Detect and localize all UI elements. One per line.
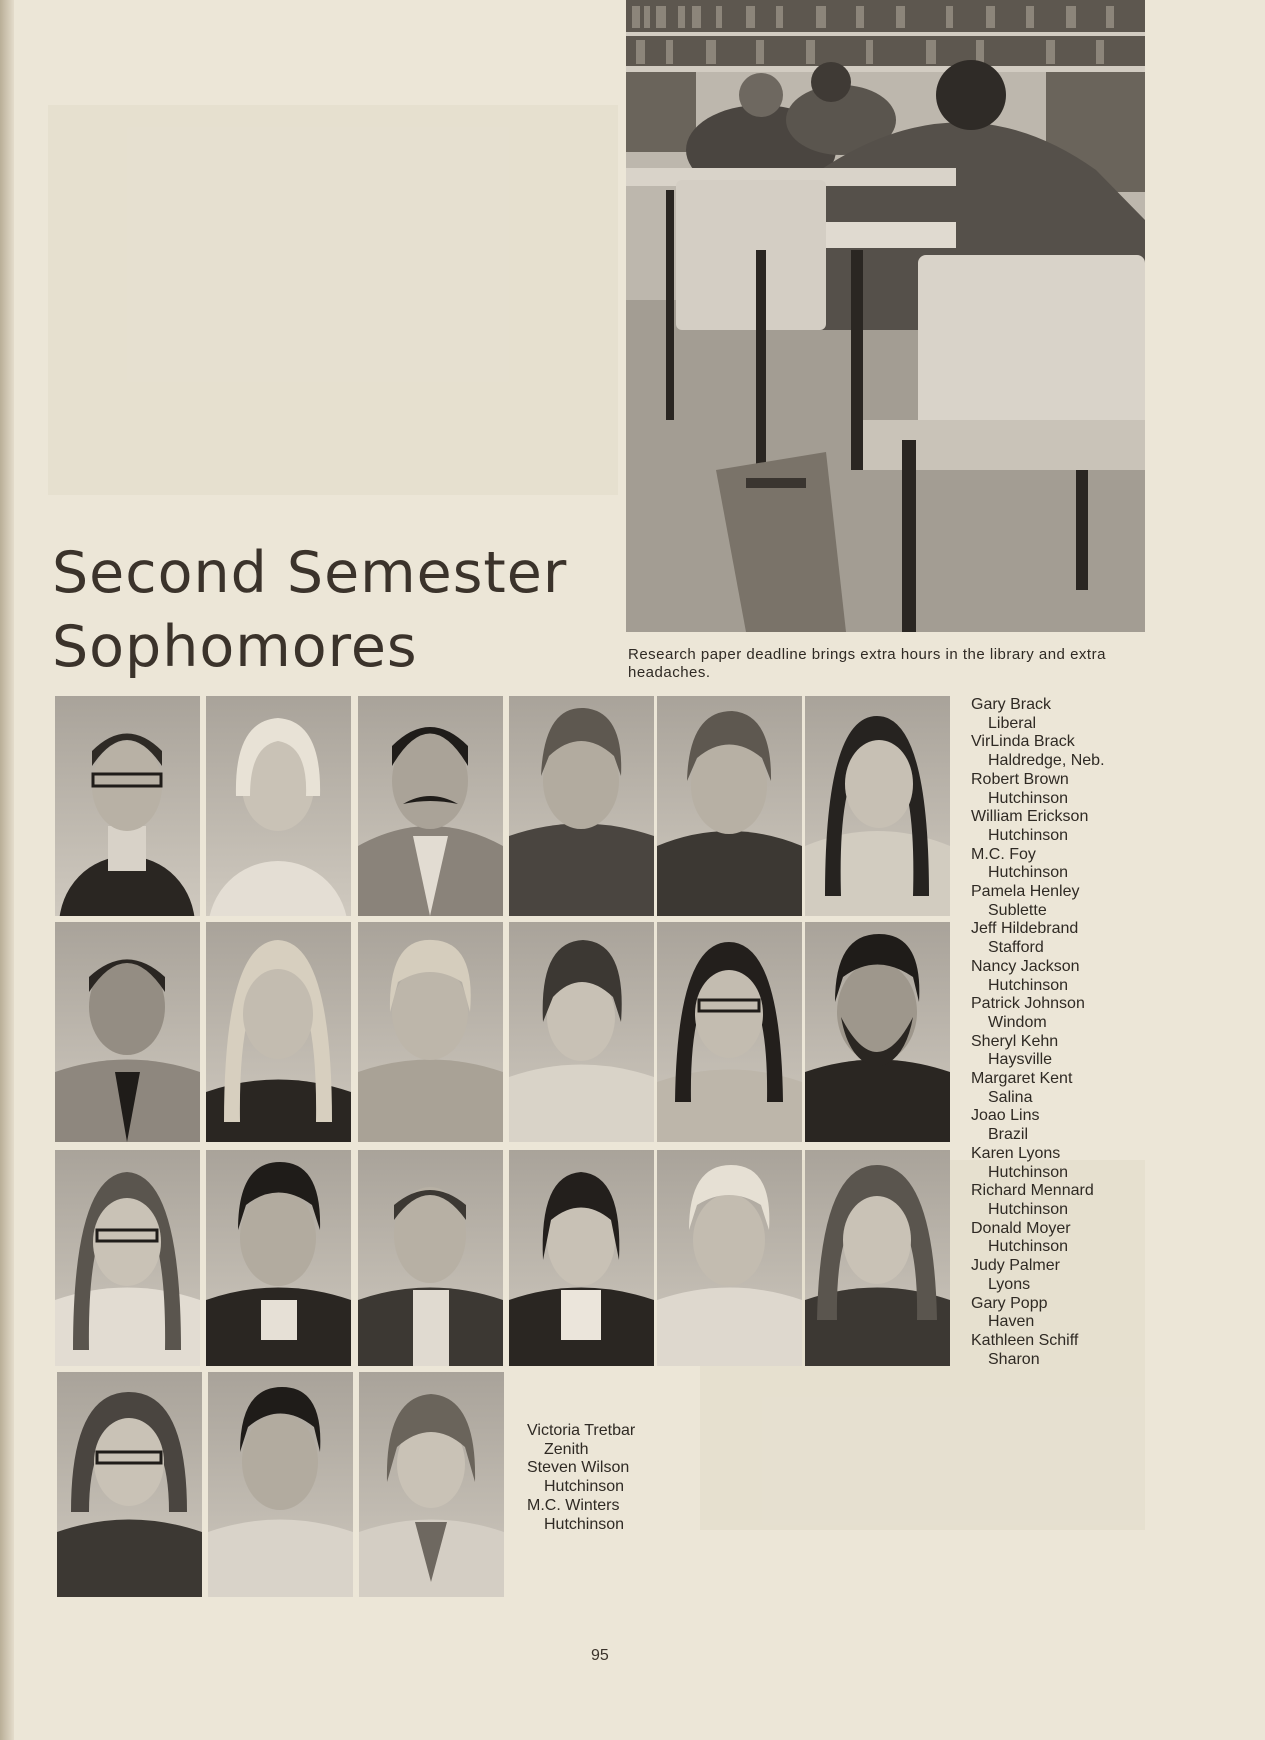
student-name: Nancy Jackson: [971, 957, 1080, 975]
student-portrait: [509, 696, 654, 916]
name-list: [971, 696, 1181, 1369]
student-portrait: [206, 696, 351, 916]
student-hometown: Haysville: [988, 1051, 1053, 1069]
student-hometown: Haven: [988, 1313, 1035, 1331]
student-portrait: [206, 922, 351, 1142]
student-name: Steven Wilson: [527, 1459, 630, 1477]
student-name: M.C. Winters: [527, 1496, 620, 1514]
student-name: Donald Moyer: [971, 1219, 1071, 1237]
student-name: Victoria Tretbar: [527, 1422, 636, 1439]
student-portrait: [208, 1372, 353, 1597]
student-hometown: Hutchinson: [544, 1515, 625, 1533]
student-name: Robert Brown: [971, 770, 1069, 788]
title-line-2: Sophomores: [52, 614, 418, 681]
student-portrait: [657, 922, 802, 1142]
student-portrait: [657, 696, 802, 916]
student-hometown: Hutchinson: [988, 864, 1069, 882]
library-photo: [626, 0, 1145, 632]
student-portrait: [358, 1150, 503, 1366]
student-hometown: Hutchinson: [988, 1238, 1069, 1256]
student-hometown: Liberal: [988, 714, 1037, 732]
student-hometown: Windom: [988, 1013, 1047, 1031]
student-portrait: [509, 922, 654, 1142]
page-title: [52, 536, 612, 684]
student-name: Karen Lyons: [971, 1144, 1061, 1162]
student-name: Joao Lins: [971, 1107, 1040, 1125]
student-hometown: Salina: [988, 1088, 1033, 1106]
student-portrait: [55, 1150, 200, 1366]
student-portrait: [805, 922, 950, 1142]
student-name: VirLinda Brack: [971, 733, 1075, 751]
student-name: Patrick Johnson: [971, 995, 1085, 1013]
student-hometown: Hutchinson: [988, 826, 1069, 844]
student-portrait: [55, 696, 200, 916]
student-hometown: Brazil: [988, 1126, 1029, 1144]
student-portrait: [358, 922, 503, 1142]
student-name: M.C. Foy: [971, 845, 1036, 863]
student-name: Jeff Hildebrand: [971, 920, 1079, 938]
student-hometown: Sublette: [988, 901, 1047, 919]
title-line-1: Second Semester: [52, 540, 568, 607]
show-through-block: [48, 105, 618, 495]
student-hometown: Lyons: [988, 1275, 1031, 1293]
student-hometown: Hutchinson: [988, 1200, 1069, 1218]
student-hometown: Hutchinson: [544, 1478, 625, 1496]
student-hometown: Haldredge, Neb.: [988, 752, 1105, 770]
page-number: 95: [591, 1647, 609, 1664]
student-portrait: [206, 1150, 351, 1366]
student-name: Gary Brack: [971, 696, 1052, 713]
photo-caption: Research paper deadline brings extra hours in the library and extra headaches.: [628, 646, 1106, 681]
student-portrait: [359, 1372, 504, 1597]
student-name: Gary Popp: [971, 1294, 1048, 1312]
student-hometown: Hutchinson: [988, 1163, 1069, 1181]
student-name: William Erickson: [971, 808, 1089, 826]
student-portrait: [358, 696, 503, 916]
page-spine-shadow: [0, 0, 14, 1740]
student-portrait: [657, 1150, 802, 1366]
student-portrait: [57, 1372, 202, 1597]
student-portrait: [805, 696, 950, 916]
student-name: Richard Mennard: [971, 1182, 1094, 1200]
student-name: Margaret Kent: [971, 1070, 1073, 1088]
name-list-bottom: [527, 1422, 697, 1534]
student-hometown: Hutchinson: [988, 976, 1069, 994]
student-name: Pamela Henley: [971, 883, 1080, 901]
student-portrait: [509, 1150, 654, 1366]
student-hometown: Stafford: [988, 939, 1044, 957]
student-name: Judy Palmer: [971, 1257, 1060, 1275]
student-name: Kathleen Schiff: [971, 1331, 1079, 1349]
student-hometown: Sharon: [988, 1350, 1040, 1368]
student-portrait: [805, 1150, 950, 1366]
student-portrait: [55, 922, 200, 1142]
student-hometown: Zenith: [544, 1440, 589, 1458]
student-hometown: Hutchinson: [988, 789, 1069, 807]
student-name: Sheryl Kehn: [971, 1032, 1059, 1050]
